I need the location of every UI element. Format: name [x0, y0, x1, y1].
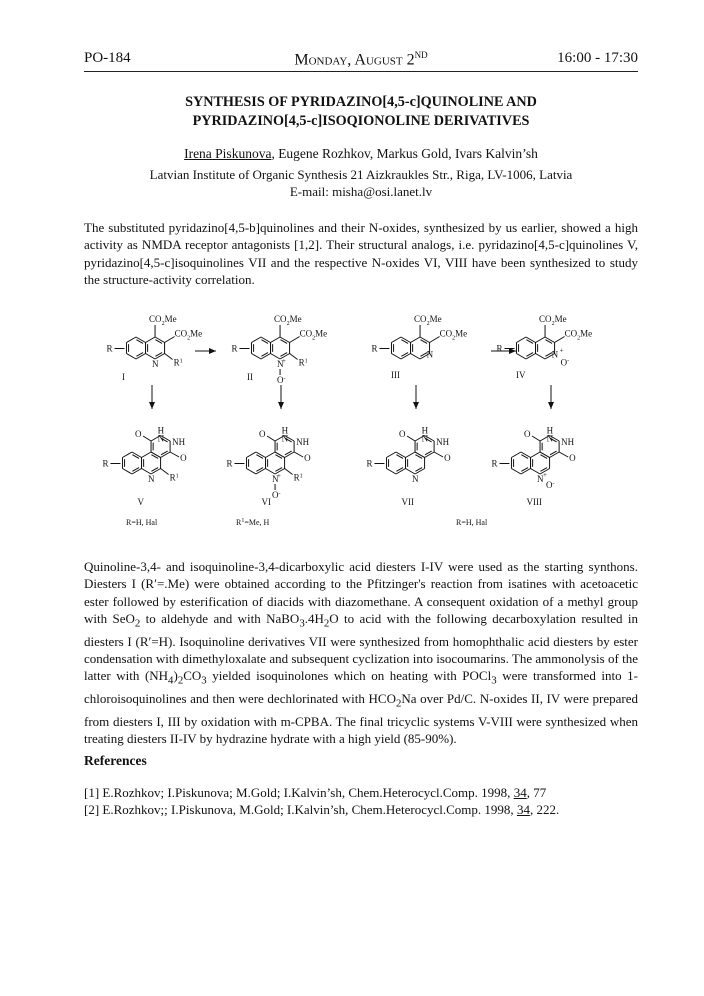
- ring-bond: [516, 354, 526, 360]
- nh-hydrogen: H: [421, 425, 429, 436]
- reference-1-volume: 34: [513, 785, 527, 800]
- r1-bond: [161, 469, 169, 475]
- n-plus: +: [559, 346, 564, 355]
- compound-label: IV: [516, 370, 526, 380]
- pyridazine-n: N: [421, 433, 429, 444]
- reaction-scheme: [96, 303, 656, 543]
- ring-bond: [516, 337, 526, 343]
- carbonyl-bond: [143, 436, 151, 441]
- title-line-1: SYNTHESIS OF PYRIDAZINO[4,5-c]QUINOLINE AND: [185, 94, 537, 110]
- r1-bond: [285, 469, 293, 475]
- ester-label: $CO_2Me$: [274, 314, 302, 327]
- body-sub-4: 4: [168, 674, 174, 687]
- pyridazine-n: N: [157, 433, 165, 444]
- ring-bond: [246, 469, 256, 475]
- n-oxide: O-: [560, 357, 570, 368]
- presenting-author: Irena Piskunova: [184, 146, 272, 161]
- ring-bond: [146, 337, 156, 343]
- carbonyl-bond: [294, 452, 303, 457]
- intro-paragraph: The substituted pyridazino[4,5-b]quinolines and their N-oxides, synthesized by us earlier, showed a high activity as NMDA receptor antagonists [1,2]. Their structural analogs, i.e. pyridazino[4,5-c]quinolines V, pyridazino[4,5-c]isoquinolines VII and the respective N-oxides VI, VIII have been synthesized to study the structure-activity correlation.: [84, 220, 638, 287]
- compound-label: II: [247, 372, 253, 382]
- carbonyl-oxygen: O: [259, 429, 266, 439]
- ester-label: $CO_2Me$: [299, 328, 328, 342]
- nh-hydrogen: H: [157, 425, 165, 436]
- body-sub-7: 3: [491, 674, 497, 687]
- note-r1-options: $R^1=Me$, H: [236, 518, 270, 527]
- substituent-r1: $R^1$: [293, 472, 303, 483]
- ring-bond: [386, 452, 396, 458]
- ring-nitrogen: N: [426, 349, 434, 360]
- ring-bond: [271, 337, 281, 343]
- affiliation-address: Latvian Institute of Organic Synthesis 21 Aizkraukles Str., Riga, LV-1006, Latvia: [149, 167, 573, 182]
- body-text-9: Na over Pd/C. N-oxides II, IV were prepared from diesters I, III by oxidation with m-CPBA. The final tricyclic systems V-VIII were synthesized when treating diesters II-IV by hydrazine hydrate with a high yield (85-90%).: [84, 691, 639, 747]
- ester-bond: [430, 337, 440, 343]
- title-line-2: PYRIDAZINO[4,5-c]ISOQIONOLINE DERIVATIVES: [192, 113, 530, 129]
- substituent-r: R: [106, 343, 113, 354]
- session-day: [84, 50, 638, 69]
- session-day-text: Monday, August 2: [294, 51, 415, 69]
- carbonyl-bond: [532, 436, 540, 441]
- ring-nitrogen: N: [272, 474, 279, 484]
- substituent-r1: $R^1$: [169, 472, 179, 483]
- reference-item: [84, 785, 638, 801]
- carbonyl-bond: [407, 436, 415, 441]
- ring-bond: [536, 337, 546, 343]
- session-day-sup: ND: [414, 50, 428, 60]
- reference-1-pages: , 77: [526, 785, 547, 800]
- reference-2-text: [2] E.Rozhkov;; I.Piskunova, M.Gold; I.Kalvin’sh, Chem.Heterocycl.Comp. 1998,: [84, 802, 517, 817]
- body-text-6: CO: [183, 668, 202, 684]
- ester-label: $CO_2Me$: [174, 328, 203, 342]
- note-r-options: R=H, Hal: [126, 518, 158, 527]
- pyridazine-nh: NH: [436, 437, 450, 447]
- n-oxide: O-: [546, 480, 555, 490]
- substituent-r: R: [102, 458, 109, 469]
- carbonyl-oxygen: O: [569, 453, 576, 463]
- compound-label: VI: [261, 497, 272, 507]
- n-plus: +: [277, 472, 282, 480]
- n-plus: +: [282, 357, 287, 365]
- ring-bond: [411, 337, 421, 343]
- body-sub-6: 3: [201, 674, 207, 687]
- body-sub-1: 2: [134, 617, 141, 630]
- pyridazine-nh: NH: [172, 437, 186, 447]
- ester-label: $CO_2Me$: [414, 314, 442, 327]
- note-r-options: R=H, Hal: [456, 518, 488, 527]
- ester-bond: [290, 337, 300, 343]
- ring-bond: [511, 469, 521, 475]
- carbonyl-oxygen: O: [524, 429, 531, 439]
- body-text-8: were transformed into 1-chloroisoquinolines and then were dechlorinated with HCO: [84, 668, 638, 707]
- body-sub-5: 2: [177, 674, 184, 687]
- n-oxide: O-: [272, 490, 281, 500]
- author-list: [84, 146, 638, 162]
- ester-label: $CO_2Me$: [539, 314, 567, 327]
- ring-bond: [126, 337, 136, 343]
- compound-label: V: [137, 497, 145, 507]
- affiliation: [84, 167, 638, 200]
- poster-code: PO-184: [84, 50, 131, 66]
- body-sub-2: 3: [299, 617, 305, 630]
- pyridazine-n: N: [281, 433, 289, 444]
- reference-2-pages: , 222.: [529, 802, 560, 817]
- pyridazine-nh: NH: [561, 437, 575, 447]
- n-oxide: O-: [277, 375, 286, 385]
- carbonyl-oxygen: O: [135, 429, 142, 439]
- session-time: 16:00 - 17:30: [557, 50, 638, 66]
- compound-label: VII: [401, 497, 415, 507]
- body-text-1: Quinoline-3,4- and isoquinoline-3,4-dicarboxylic acid diesters I-IV were used as the starting synthons. Diesters I (R′=.Me) were obtained according to the Pfitzinger's reaction from isatines with acetoacetic ester followed by esterification of diacids with diazomethane. A consequent oxidation of a methyl group with SeO: [84, 559, 638, 626]
- ring-bond: [246, 452, 256, 458]
- ring-bond: [251, 337, 261, 343]
- compound-label: I: [122, 372, 125, 382]
- reference-1-text: [1] E.Rozhkov; I.Piskunova; M.Gold; I.Kalvin’sh, Chem.Heterocycl.Comp. 1998,: [84, 785, 514, 800]
- co-authors: , Eugene Rozhkov, Markus Gold, Ivars Kalvin’sh: [271, 146, 538, 161]
- substituent-r: R: [371, 343, 378, 354]
- paper-title: [84, 93, 638, 131]
- pyridazine-n: N: [546, 433, 554, 444]
- references-heading: References: [84, 753, 147, 768]
- ring-bond: [391, 354, 401, 360]
- ester-bond: [165, 337, 175, 343]
- ring-nitrogen: N: [412, 474, 419, 484]
- ring-bond: [536, 354, 546, 360]
- reference-item: [84, 802, 638, 818]
- ester-label: $CO_2Me$: [564, 328, 593, 342]
- substituent-r: R: [366, 458, 373, 469]
- body-text-3: .4H: [304, 610, 324, 626]
- pyridazine-nh: NH: [296, 437, 310, 447]
- ring-bond: [251, 354, 261, 360]
- body-text-5: ): [173, 668, 178, 684]
- carbonyl-bond: [434, 452, 443, 457]
- substituent-r1: $R^1$: [173, 357, 183, 368]
- ring-bond: [122, 469, 132, 475]
- r1-bond: [290, 354, 298, 360]
- substituent-r: R: [226, 458, 233, 469]
- page-header: [84, 50, 638, 72]
- ring-nitrogen: N: [148, 474, 155, 484]
- body-text-2: to aldehyde and with NaBO: [140, 610, 300, 626]
- header-rule: [84, 71, 638, 72]
- ring-bond: [122, 452, 132, 458]
- body-paragraph: [84, 558, 638, 748]
- nh-hydrogen: H: [281, 425, 289, 436]
- n-plus: +: [543, 471, 548, 479]
- carbonyl-bond: [559, 452, 568, 457]
- ester-bond: [555, 337, 565, 343]
- ring-bond: [126, 354, 136, 360]
- carbonyl-oxygen: O: [444, 453, 451, 463]
- ring-bond: [391, 337, 401, 343]
- body-sub-3: 2: [323, 617, 330, 630]
- substituent-r1: $R^1$: [298, 357, 308, 368]
- ring-nitrogen: N: [277, 359, 284, 369]
- compound-label: III: [391, 370, 400, 380]
- ester-label: $CO_2Me$: [149, 314, 177, 327]
- ring-nitrogen: N: [537, 474, 544, 484]
- carbonyl-oxygen: O: [304, 453, 311, 463]
- body-sub-8: 2: [395, 697, 402, 710]
- body-text-7: yielded isoquinolones which on heating with POCl: [206, 668, 492, 684]
- substituent-r: R: [491, 458, 498, 469]
- affiliation-email: E-mail: misha@osi.lanet.lv: [289, 183, 433, 199]
- ring-nitrogen: N: [551, 349, 559, 360]
- ring-bond: [386, 469, 396, 475]
- carbonyl-bond: [170, 452, 179, 457]
- ring-bond: [511, 452, 521, 458]
- body-text-4: O to acid with the following decarboxylation resulted in diesters I (R′=H). Isoquinoline derivatives VII were synthesized from homophthalic acid diesters by ester condensation with dimethyloxalate and subsequent cyclization into isocoumarins. The ammonolysis of the latter with (NH: [84, 610, 638, 684]
- substituent-r: R: [496, 343, 503, 354]
- ester-label: $CO_2Me$: [439, 328, 468, 342]
- ring-bond: [411, 354, 421, 360]
- ring-nitrogen: N: [152, 359, 159, 369]
- ring-bond: [266, 452, 276, 458]
- reference-2-volume: 34: [516, 802, 530, 817]
- compound-label: VIII: [526, 497, 543, 507]
- ring-bond: [531, 452, 541, 458]
- nh-hydrogen: H: [546, 425, 554, 436]
- carbonyl-oxygen: O: [399, 429, 406, 439]
- carbonyl-bond: [267, 436, 275, 441]
- carbonyl-oxygen: O: [180, 453, 187, 463]
- ring-bond: [142, 452, 152, 458]
- ring-bond: [406, 452, 416, 458]
- r1-bond: [165, 354, 173, 360]
- substituent-r: R: [231, 343, 238, 354]
